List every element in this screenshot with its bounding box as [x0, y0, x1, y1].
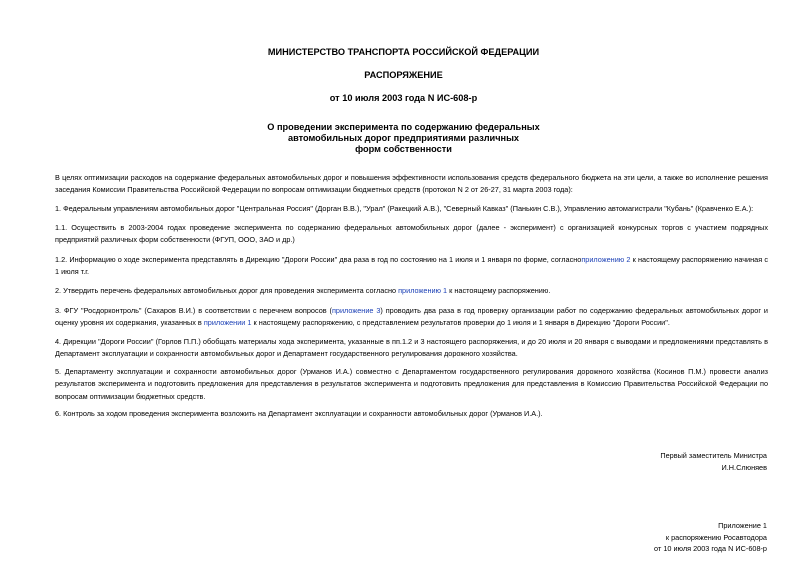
- paragraph-1-1: [55, 222, 768, 247]
- intro-paragraph: [55, 172, 768, 197]
- paragraph-3: [55, 305, 768, 330]
- appendix-date: от 10 июля 2003 года N ИС-608-р: [654, 544, 767, 553]
- appendix-1-link-2[interactable]: приложении 1: [203, 318, 252, 328]
- appendix-title: Приложение 1: [718, 521, 767, 530]
- paragraph-4: [55, 336, 768, 361]
- appendix-header: [654, 520, 767, 555]
- paragraph-4-text: 4. Дирекции "Дороги России" (Горлов П.П.) обобщать материалы хода эксперимента, указанные в пп.1.2 и 3 настоящего распоряжения, и до 20 июля и 20 января с выводами и предложениями представлять в Департамент эксплуатации и сохранности автомобильных дорог и Департамент государственного регулирования дорожного хозяйства.: [55, 337, 768, 359]
- appendix-1-link[interactable]: приложению 1: [398, 286, 448, 295]
- paragraph-1-1-text: 1.1. Осуществить в 2003-2004 годах проведение эксперимента по содержанию федеральных автомобильных дорог (далее - эксперимент) с организацией конкурсных торгов с участием подрядных предприятий различных форм собственности (ФГУП, ООО, ЗАО и др.): [55, 223, 768, 245]
- appendix-2-link[interactable]: приложению 2: [581, 255, 631, 264]
- paragraph-2-text-a: 2. Утвердить перечень федеральных автомобильных дорог для проведения эксперимента согласно: [55, 286, 399, 295]
- paragraph-5-text: 5. Департаменту эксплуатации и сохранности автомобильных дорог (Урманов И.А.) совместно с Департаментом государственного регулирования дорожного хозяйства (Косинов П.М.) провести анализ результатов эксперимента и подготовить предложения для представления в результатов эксперимента и подготовить предложения для представления в Комиссию Правительства Российской Федерации по вопросам оптимизации бюджетных средств.: [55, 367, 768, 401]
- paragraph-1: [55, 203, 768, 215]
- paragraph-3-text-b: ) проводить два раза в год проверку организации работ по содержанию федеральных автомобильных дорог и оценку уровня их содержания, указанных в: [55, 306, 768, 328]
- paragraph-3-text-a: 3. ФГУ "Росдорконтроль" (Сахаров В.И.) в соответствии с перечнем вопросов (: [55, 306, 332, 315]
- signatory-position: Первый заместитель Министра: [660, 451, 767, 460]
- paragraph-2-text-b: к настоящему распоряжению.: [447, 286, 551, 295]
- appendix-3-link[interactable]: приложение 3: [331, 306, 381, 315]
- paragraph-6-text: 6. Контроль за ходом проведения эксперимента возложить на Департамент эксплуатации и сохранности автомобильных дорог (Урманов И.А.).: [55, 409, 543, 418]
- paragraph-1-text: 1. Федеральным управлениям автомобильных дорог "Центральная Россия" (Дорган В.В.), "Урал" (Ракецкий А.В.), "Северный Кавказ" (Панькин С.В.), Управлению автомагистрали "Кубань" (Кравченко Е.А.):: [55, 204, 754, 213]
- appendix-reference: к распоряжению Росавтодора: [665, 532, 767, 542]
- signature-block: [660, 450, 767, 473]
- document-date-number: от 10 июля 2003 года N ИС-608-р: [329, 93, 478, 103]
- title-line-2: автомобильных дорог предприятиями различных: [287, 133, 520, 143]
- paragraph-3-text-c: к настоящему распоряжению, с представлением результатов проверки до 1 июля и 1 января в Дирекцию "Дороги России".: [251, 318, 670, 328]
- paragraph-1-2-text-b: к настоящему распоряжению начиная с 1 июля т.г.: [55, 255, 768, 277]
- signatory-name: И.Н.Слюняев: [721, 462, 767, 472]
- paragraph-6: [55, 408, 768, 420]
- paragraph-1-2-text-a: 1.2. Информацию о ходе эксперимента представлять в Дирекцию "Дороги России" два раза в год по состоянию на 1 июля и 1 января по форме, согласно: [55, 255, 582, 264]
- ministry-heading: МИНИСТЕРСТВО ТРАНСПОРТА РОССИЙСКОЙ ФЕДЕРАЦИИ: [267, 47, 540, 57]
- title-line-3: форм собственности: [355, 144, 452, 154]
- paragraph-1-2: [55, 254, 768, 279]
- paragraph-2: [55, 285, 768, 297]
- document-type: РАСПОРЯЖЕНИЕ: [364, 70, 443, 80]
- paragraph-5: [55, 366, 768, 403]
- intro-text: В целях оптимизации расходов на содержание федеральных автомобильных дорог и повышения эффективности использования средств федерального бюджета на эти цели, а также во исполнение решения заседания Комиссии Правительства Российской Федерации по вопросам оптимизации бюджетных средств (протокол N 2 от 26-27, 31 марта 2003 года):: [55, 173, 768, 195]
- title-line-1: О проведении эксперимента по содержанию федеральных: [267, 122, 540, 132]
